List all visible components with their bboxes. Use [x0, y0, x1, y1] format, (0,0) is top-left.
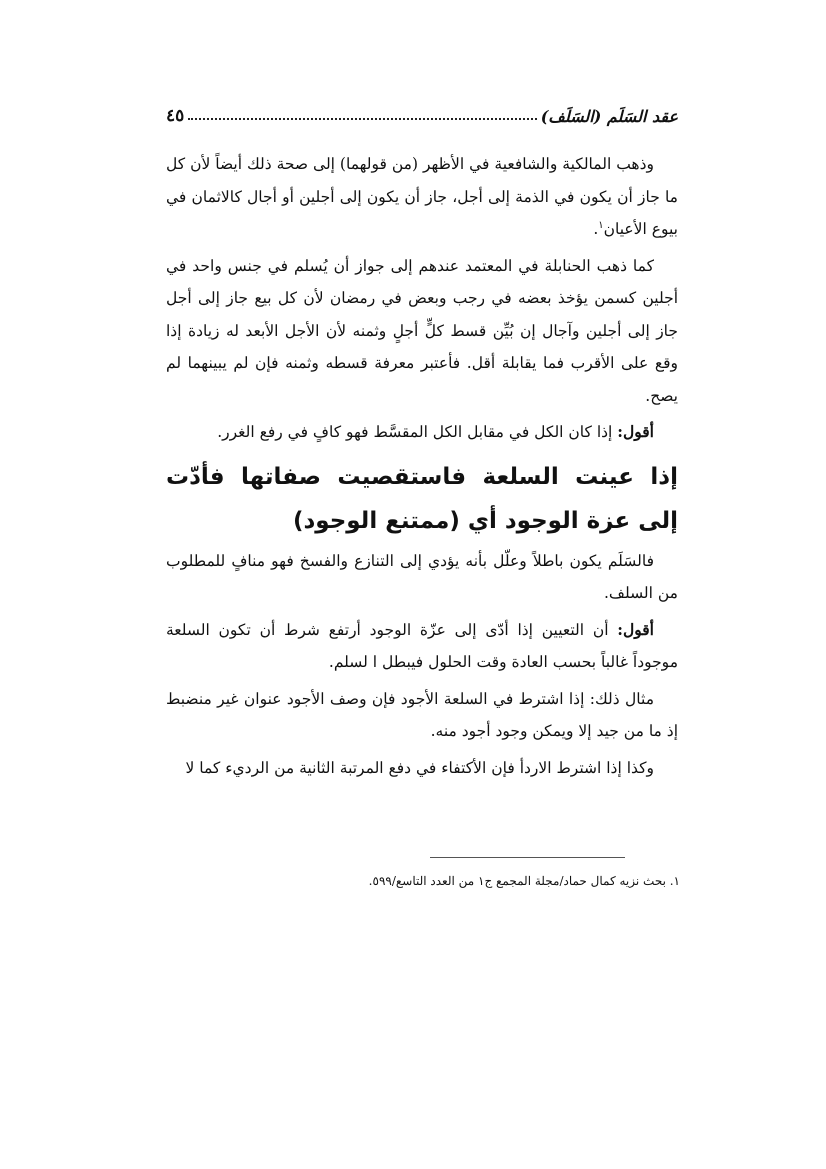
- paragraph-5-lead: أقول:: [617, 619, 654, 639]
- paragraph-6: مثال ذلك: إذا اشترط في السلعة الأجود فإن وصف الأجود عنوان غير منضبط إذ ما من جيد إلا ويمكن وجود أجود منه.: [166, 689, 678, 740]
- body-text: [166, 148, 678, 784]
- paragraph-3-lead: أقول:: [617, 422, 654, 441]
- paragraph-5: [166, 614, 678, 679]
- document-page: [166, 96, 678, 788]
- footnote: ١. بحث نزيه كمال حماد/مجلة المجمع ج١ من العدد التاسع/٥٩٩.: [368, 874, 680, 888]
- page-number: ٤٥: [166, 106, 185, 126]
- paragraph-1-end: .: [593, 220, 599, 238]
- footnote-ref: ١: [598, 219, 604, 231]
- paragraph-5-text: أن التعيين إذا أدّى إلى عزّة الوجود أرتفع شرط أن تكون السلعة موجوداً غالباً بحسب العادة وقت الحلول فيبطل ا لسلم.: [166, 620, 678, 671]
- running-header: [166, 96, 678, 126]
- running-title: عقد السَلَم (السَلَف): [540, 107, 678, 126]
- paragraph-3-text: إذا كان الكل في مقابل الكل المقسَّط فهو كافٍ في رفع الغرر.: [217, 423, 618, 441]
- paragraph-7: وكذا إذا اشترط الاردأ فإن الأكتفاء في دفع المرتبة الثانية من الرديء كما لا: [185, 758, 654, 777]
- section-heading: إذا عينت السلعة فاستقصيت صفاتها فأدّت إلى عزة الوجود أي (ممتنع الوجود): [166, 463, 678, 534]
- footnote-divider: [430, 857, 625, 858]
- paragraph-2: كما ذهب الحنابلة في المعتمد عندهم إلى جواز أن يُسلم في جنس واحد في أجلين كسمن يؤخذ بعضه في رجب وبعض في رمضان لأن كل بيع جاز إلى أجل جاز إلى أجلين وآجال إن بُيِّن قسط كلٍّ أجلٍ وثمنه لأن الأجل الأبعد له زيادة إذا وقع على الأقرب فما يقابلة أقل. فأعتبر معرفة قسطه وثمنه فإن لم يبينهما لم يصح.: [166, 256, 678, 405]
- paragraph-1-text: وذهب المالكية والشافعية في الأظهر (من قولهما) إلى صحة ذلك أيضاً لأن كل ما جاز أن يكون في الذمة إلى أجل، جاز أن يكون إلى أجلين أو أجال كالاثمان في بيوع الأعيان: [166, 155, 678, 238]
- dot-leader: [188, 118, 536, 120]
- paragraph-3: [166, 416, 678, 449]
- paragraph-1: [166, 148, 678, 246]
- paragraph-4: فالسَلَم يكون باطلاً وعلّل بأنه يؤدي إلى التنازع والفسخ فهو منافٍ للمطلوب من السلف.: [166, 551, 678, 602]
